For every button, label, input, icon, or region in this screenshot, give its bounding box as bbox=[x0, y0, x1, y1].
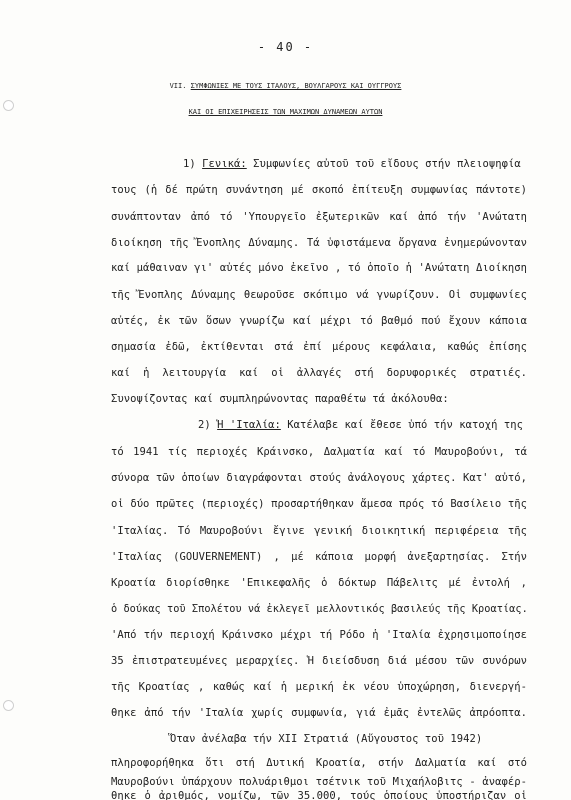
body-text-line: τους (ἡ δέ πρώτη συνάντηση μέ σκοπό ἐπίτευξη συμφωνίας πάντοτε) bbox=[111, 184, 527, 196]
body-text-line: 'Από τήν περιοχή Κράινσκο μέχρι τή Ρόδο ἡ 'Ιταλία ἐχρησιμοποίησε bbox=[111, 629, 527, 641]
punch-hole bbox=[3, 700, 14, 711]
section-1-first-text: Συμφωνίες αὐτοῦ τοῦ εἴδους στήν πλειοψηφία bbox=[253, 158, 521, 170]
body-text-line: θηκε ἀπό τήν 'Ιταλία χωρίς συμφωνία, γιά ἐμᾶς ἐντελῶς ἀπρόοπτα. bbox=[111, 707, 527, 719]
body-text-line: Συνοψίζοντας καί συμπληρώνοντας παραθέτω τά ἀκόλουθα: bbox=[111, 393, 449, 405]
section-2-number: 2) bbox=[198, 419, 211, 431]
paragraph-3-first-line: Ὅταν ἀνέλαβα τήν XII Στρατιά (Αὔγουστος τοῦ 1942) bbox=[170, 733, 483, 745]
body-text-line: ὁ δούκας τοῦ Σπολέτου νά ἐκλεγεῖ μελλοντικός βασιλεύς τῆς Κροατίας. bbox=[111, 603, 528, 615]
body-text-line: 35 ἐπιστρατευμένες μεραρχίες. Ἡ διείσδυση διά μέσου τῶν συνόρων bbox=[111, 655, 527, 667]
body-text-line: τό 1941 τίς περιοχές Κράινσκο, Δαλματία καί τό Μαυροβούνι, τά bbox=[111, 446, 527, 458]
body-text-line: πληροφορήθηκα ὅτι στή Δυτική Κροατία, στήν Δαλματία καί στό bbox=[111, 757, 527, 769]
page-number: - 40 - bbox=[257, 40, 314, 54]
body-text-line: Κροατία διορίσθηκε 'Επικεφαλῆς ὁ δόκτωρ Πάβελιτς μέ ἐντολή , bbox=[111, 577, 527, 589]
body-text-line: διοίκηση τῆς Ἔνοπλης Δύναμης. Τά ὑφιστάμενα ὄργανα ἐνημερώνονταν bbox=[111, 237, 527, 249]
body-text-line: καί μάθαιναν γι' αὐτές μόνο ἐκεῖνο , τό ὁποῖο ἡ 'Ανώτατη Διοίκηση bbox=[111, 262, 527, 274]
section-2-first-text: Κατέλαβε καί ἔθεσε ὑπό τήν κατοχή της bbox=[287, 419, 523, 431]
body-text-line: 'Ιταλίας (GOUVERNEMENT) , μέ κάποια μορφή ἀνεξαρτησίας. Στήν bbox=[111, 551, 527, 563]
body-text-line: σημασία ἐδῶ, ἐκτίθενται στά ἐπί μέρους κεφάλαια, καθώς ἐπίσης bbox=[111, 341, 527, 353]
section-1-first-line bbox=[183, 158, 521, 170]
body-text-line: Μαυροβούνι ὑπάρχουν πολυάριθμοι τσέτνικ τοῦ Μιχαήλοβιτς - ἀναφέρ- bbox=[111, 776, 527, 788]
section-1-title: Γενικά: bbox=[202, 158, 247, 170]
section-2-title: Ἡ 'Ιταλία: bbox=[217, 419, 281, 431]
body-text-line: σύνορα τῶν ὁποίων διαγράφονται στούς ἀνάλογους χάρτες. Κατ' αὐτό, bbox=[111, 472, 527, 484]
body-text-line: καί ἡ λειτουργία καί οἱ ἀλλαγές στή δορυφορικές στρατιές. bbox=[111, 367, 527, 379]
body-text-line: τῆς Κροατίας , καθώς καί ἡ μερική ἐκ νέου ὑποχώρηση, διενεργή- bbox=[111, 681, 527, 693]
body-text-line: θηκε ὁ ἀριθμός, νομίζω, τῶν 35.000, τούς ὁποίους ὑποστήριζαν οἱ bbox=[111, 790, 527, 800]
chapter-title-line-1: ΣΥΜΦΩΝΙΕΣ ΜΕ ΤΟΥΣ ΙΤΑΛΟΥΣ, ΒΟΥΛΓΑΡΟΥΣ ΚΑΙ ΟΥΓΓΡΟΥΣ bbox=[190, 82, 402, 90]
section-1-number: 1) bbox=[183, 158, 196, 170]
body-text-line: τῆς Ἔνοπλης Δύναμης θεωροῦσε σκόπιμο νά γνωρίζουν. Οἱ συμφωνίες bbox=[111, 289, 527, 301]
chapter-heading-line-2 bbox=[0, 108, 571, 116]
body-text-line: συνάπτονταν ἀπό τό 'Υπουργεῖο ἐξωτερικῶν καί ἀπό τήν 'Ανώτατη bbox=[111, 211, 527, 223]
chapter-title-line-2: ΚΑΙ ΟΙ ΕΠΙΧΕΙΡΗΣΕΙΣ ΤΩΝ ΜΑΧΙΜΩΝ ΔΥΝΑΜΕΩΝ ΑΥΤΩΝ bbox=[188, 108, 383, 116]
chapter-roman-numeral: VII. bbox=[169, 82, 187, 90]
section-2-first-line bbox=[198, 419, 523, 431]
chapter-heading-line-1 bbox=[0, 82, 571, 90]
body-text-line: οἱ δύο πρῶτες (περιοχές) προσαρτήθηκαν ἄμεσα πρός τό Βασίλειο τῆς bbox=[111, 498, 527, 510]
body-text-line: 'Ιταλίας. Τό Μαυροβούνι ἔγινε γενική διοικητική περιφέρεια τῆς bbox=[111, 525, 527, 537]
body-text-line: αὐτές, ἐκ τῶν ὅσων γνωρίζω καί μέχρι τό βαθμό πού ἔχουν κάποια bbox=[111, 315, 527, 327]
